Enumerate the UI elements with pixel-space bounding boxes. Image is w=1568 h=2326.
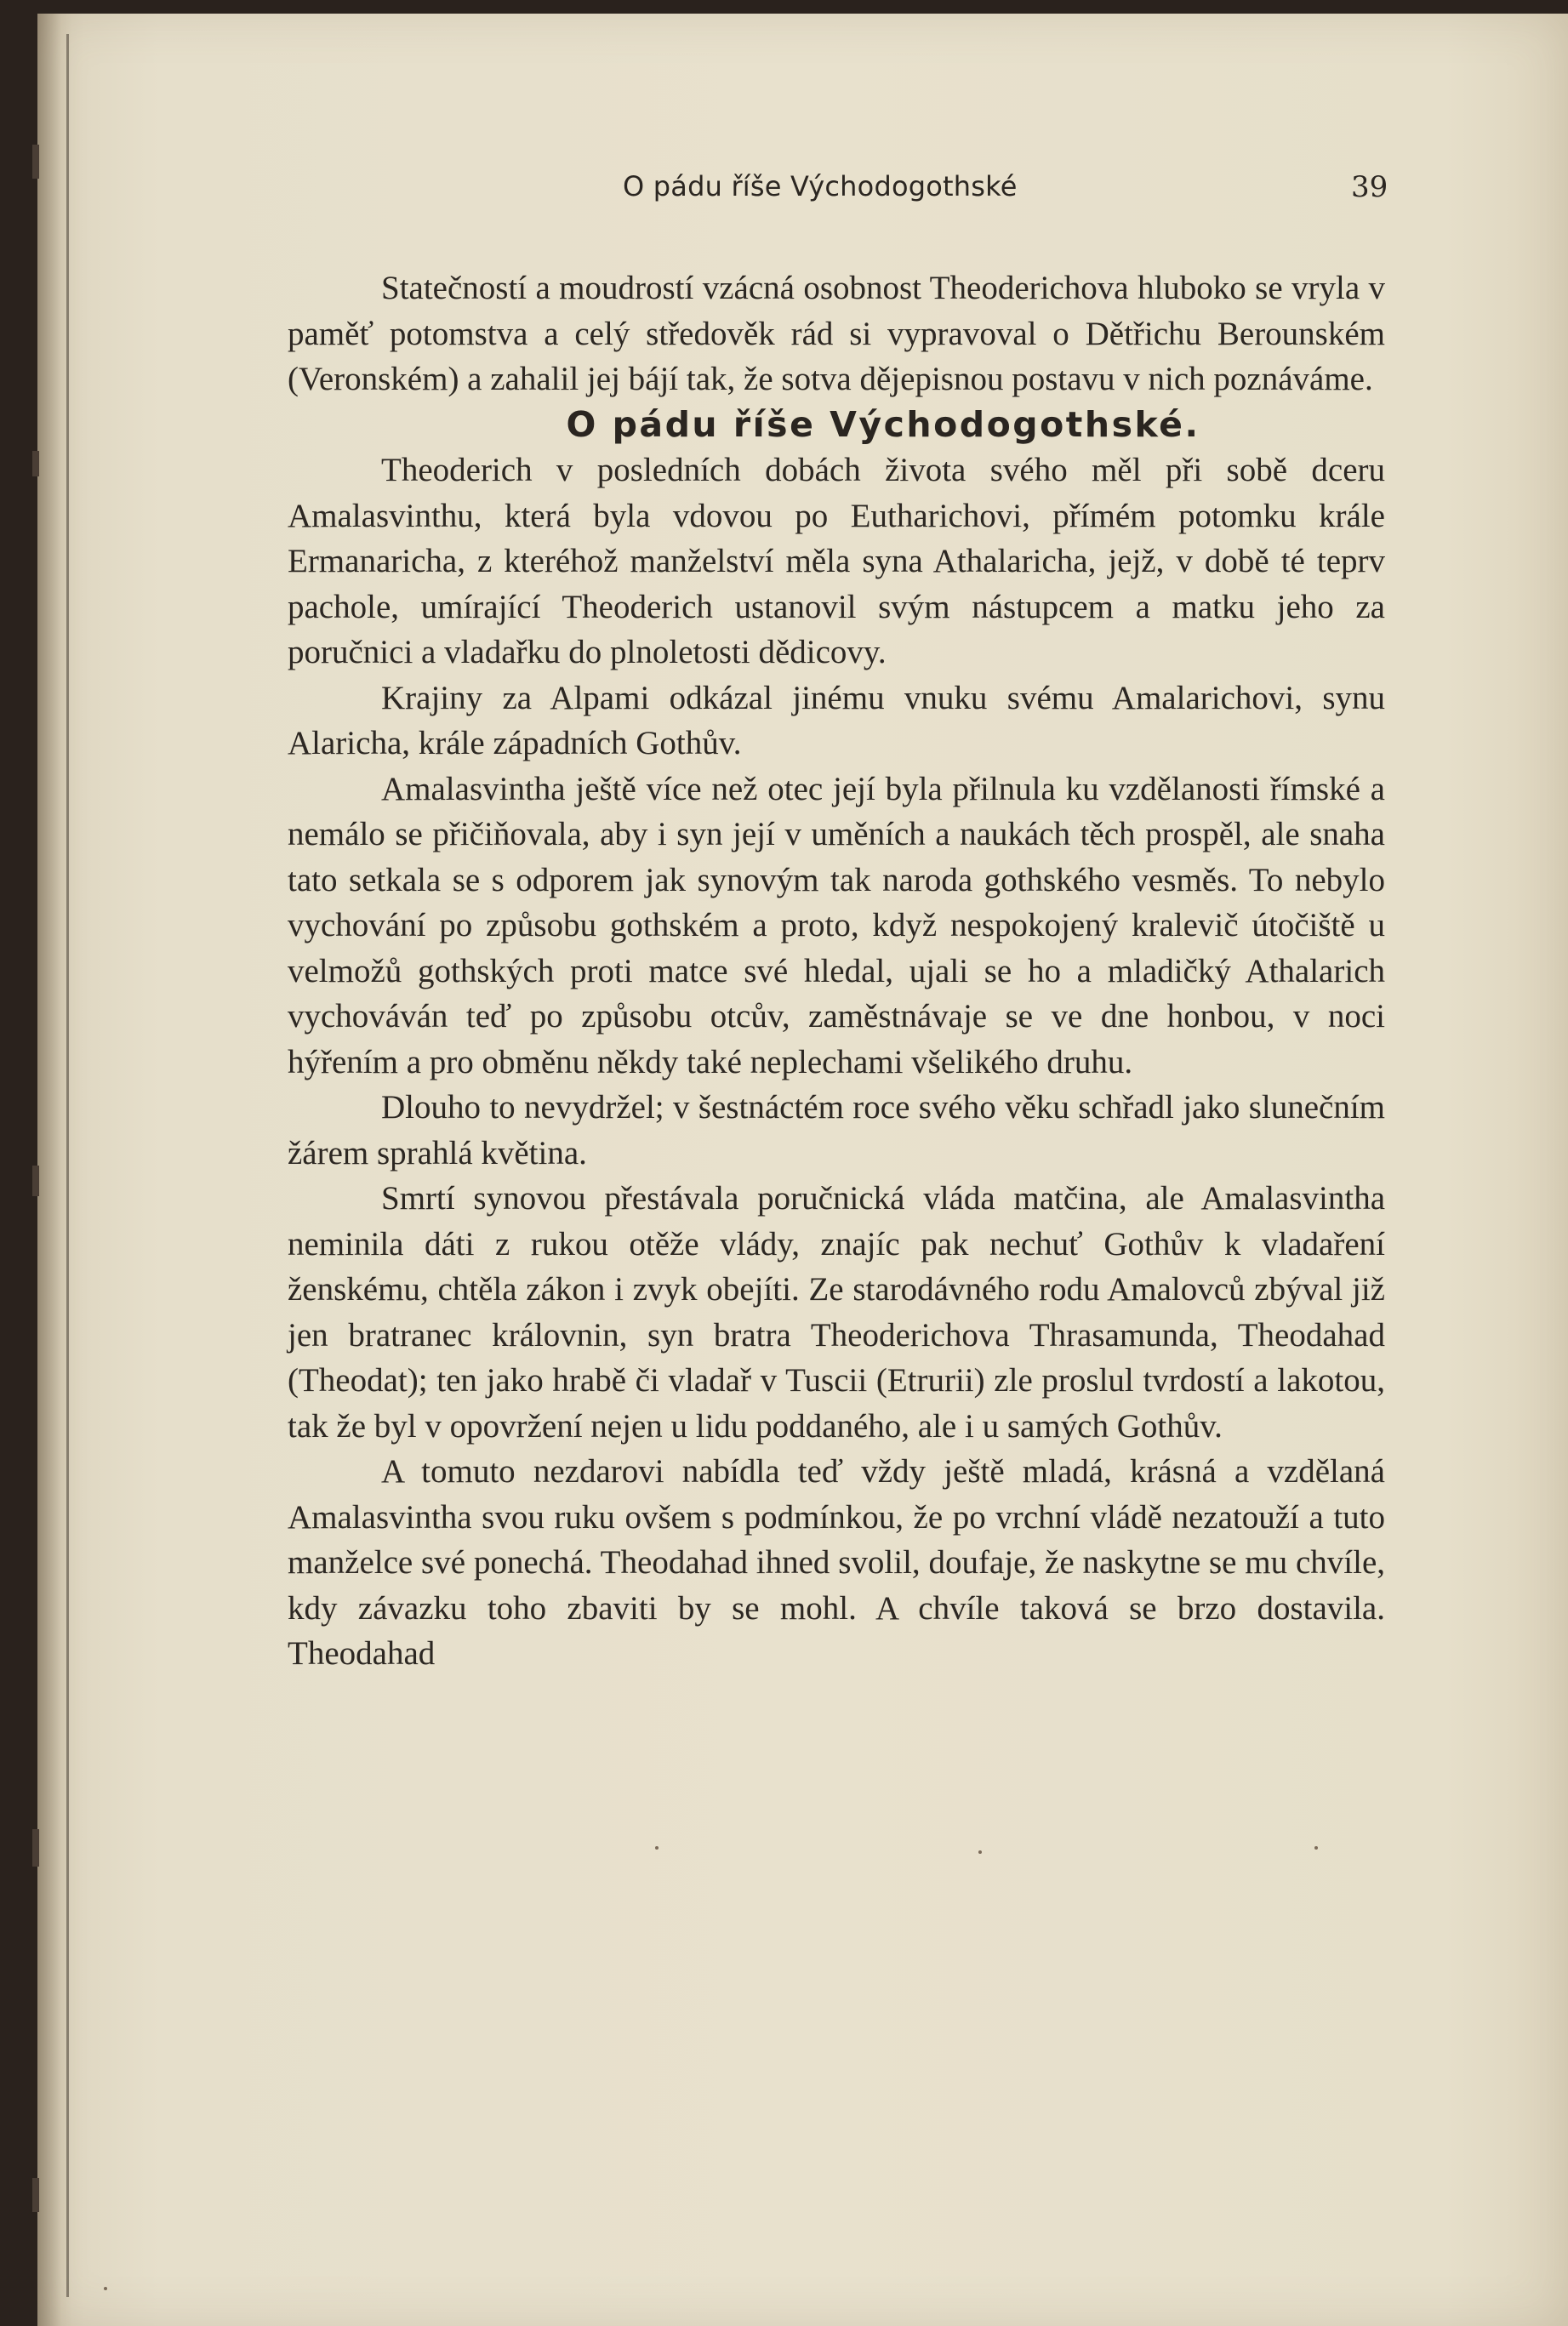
running-title: O pádu říše Východogothské xyxy=(623,170,1018,202)
edge-mark xyxy=(32,2178,39,2212)
edge-mark xyxy=(32,1166,39,1196)
edge-mark xyxy=(32,1829,39,1867)
paragraph: Krajiny za Alpami odkázal jinému vnuku svému Amalarichovi, synu Alaricha, krále západních Gothův. xyxy=(288,679,1385,761)
paper-speck xyxy=(104,2287,107,2290)
body-text xyxy=(288,265,1385,1677)
paragraph: Amalasvintha ještě více než otec její byla přilnula ku vzdělanosti římské a nemálo se přičiňovala, aby i syn její v uměních a naukách těch prospěl, ale snaha tato setkala se s odporem jak synovým tak naroda gothského vesměs. To nebylo vychování po způsobu gothském a proto, když nespokojený kralevič útočiště u velmožů gothských proti matce své hledal, ujali se ho a mladičký Athalarich vychováván teď po způsobu otcův, zaměstnávaje se ve dne honbou, v noci hýřením a pro obměnu někdy také neplechami všelikého druhu. xyxy=(288,770,1385,1080)
edge-mark xyxy=(32,451,39,476)
intro-paragraph: Statečností a moudrostí vzácná osobnost Theoderichova hluboko se vryla v paměť potomstva a celý středověk rád si vypravoval o Dětřichu Berounském (Veronském) a zahalil jej bájí tak, že sotva dějepisnou postavu v nich poznáváme. xyxy=(288,270,1385,397)
spine-line xyxy=(66,34,69,2297)
section-title: O pádu říše Východogothské. xyxy=(566,403,1200,445)
paragraph: Smrtí synovou přestávala poručnická vláda matčina, ale Amalasvintha neminila dáti z rukou otěže vlády, znajíc pak nechuť Gothův k vladaření ženskému, chtěla zákon i zvyk obejíti. Ze starodávného rodu Amalovců zbýval již jen bratranec královnin, syn bratra Theoderichova Thrasamunda, Theodahad (Theodat); ten jako hrabě či vladař v Tuscii (Etrurii) zle proslul tvrdostí a lakotou, tak že byl v opovržení nejen u lidu poddaného, ale i u samých Gothův. xyxy=(288,1180,1385,1445)
page-number: 39 xyxy=(1351,170,1388,204)
paragraph: Dlouho to nevydržel; v šestnáctém roce svého věku schřadl jako slunečním žárem sprahlá květina. xyxy=(288,1089,1385,1172)
edge-mark xyxy=(32,145,39,179)
paper-speck xyxy=(978,1850,982,1854)
paper-speck xyxy=(1314,1846,1318,1850)
paper-speck xyxy=(655,1846,659,1850)
paragraph: A tomuto nezdarovi nabídla teď vždy ještě mladá, krásná a vzdělaná Amalasvintha svou ruku ovšem s podmínkou, že po vrchní vládě nezatouží a tuto manželce své ponechá. Theodahad ihned svolil, doufaje, že naskytne se mu chvíle, kdy závazku toho zbaviti by se mohl. A chvíle taková se brzo dostavila. Theodahad xyxy=(288,1453,1385,1672)
paragraph: Theoderich v posledních dobách života svého měl při sobě dceru Amalasvinthu, která byla vdovou po Eutharichovi, přímém potomku krále Ermanaricha, z kteréhož manželství měla syna Athalaricha, jejž, v době té teprv pachole, umírající Theoderich ustanovil svým nástupcem a matku jeho za poručnici a vladařku do plnoletosti dědicovy. xyxy=(288,452,1385,670)
